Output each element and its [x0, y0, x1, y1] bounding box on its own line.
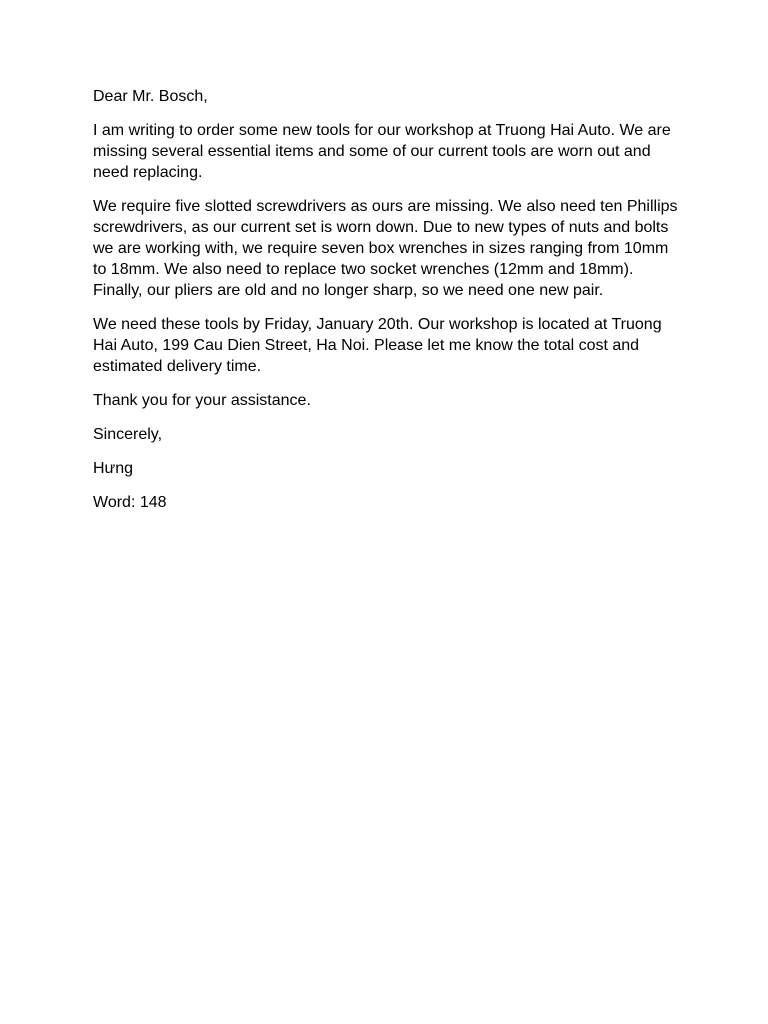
- paragraph-delivery: We need these tools by Friday, January 20th. Our workshop is located at Truong Hai Auto, 199 Cau Dien Street, Ha Noi. Please let me know the total cost and estimated delivery time.: [93, 316, 662, 375]
- paragraph-thanks: Thank you for your assistance.: [93, 392, 311, 409]
- paragraph-requirements: We require five slotted screwdrivers as ours are missing. We also need ten Phillips screwdrivers, as our current set is worn down. Due to new types of nuts and bolts we are working with, we require seven box wrenches in sizes ranging from 10mm to 18mm. We also need to replace two socket wrenches (12mm and 18mm). Finally, our pliers are old and no longer sharp, so we need one new pair.: [93, 198, 678, 299]
- salutation: Dear Mr. Bosch,: [93, 88, 208, 105]
- closing: Sincerely,: [93, 426, 163, 443]
- paragraph-intro: I am writing to order some new tools for our workshop at Truong Hai Auto. We are missing several essential items and some of our current tools are worn out and need replacing.: [93, 122, 671, 181]
- word-count: Word: 148: [93, 494, 167, 511]
- signature: Hưng: [93, 460, 134, 477]
- letter-body: [93, 86, 683, 526]
